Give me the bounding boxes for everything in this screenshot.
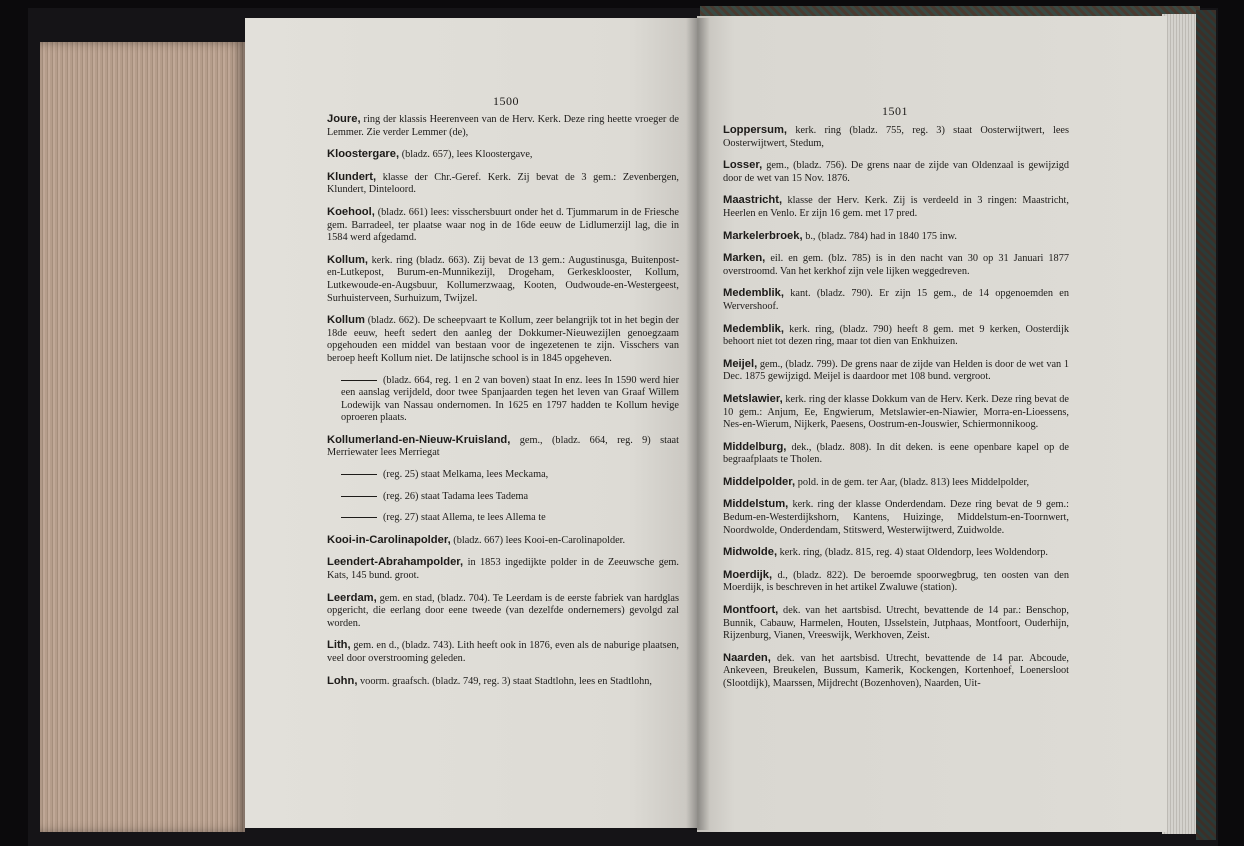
- entry-text: kerk. ring (bladz. 663). Zij bevat de 13 gem.: Augustinusga, Buitenpost-en-Lutkepost, Burum-en-Munnikezijl, Drogeham, Gerkesklooster, Kollum, Lutkewoude-en-Augsbuur, Kollumerzwaag, Kooten, Oudwoude-en-Westergeest, Surhuisterveen, Surhuizum, Twijzel.: [327, 254, 679, 304]
- entry-headword: Medemblik,: [723, 287, 784, 300]
- dictionary-entry: [327, 469, 679, 482]
- entry-text: (bladz. 657), lees Kloostergave,: [401, 149, 533, 161]
- entry-text: eil. en gem. (blz. 785) is in den nacht van 30 op 31 Januari 1877 overstroomd. Van het kerkhof zijn vele lijken weggedreven.: [723, 253, 1070, 277]
- entry-headword: Markelerbroek,: [723, 229, 803, 242]
- entry-text: (bladz. 662). De scheepvaart te Kollum, zeer belangrijk tot in het begin der 18de eeuw, heeft sedert den aanleg der Dokkumer-Nieuwezijlen genoegzaam opgehouden een middel van bestaan voor de ingezetenen te zijn. Visschers van beroep heeft Kollum niet. De latijnsche school is in 1845 opgeheven.: [327, 315, 680, 364]
- entry-headword: Lohn,: [327, 674, 358, 687]
- dictionary-entry: [327, 556, 679, 582]
- dictionary-entry: [723, 546, 1069, 560]
- dictionary-entry: [327, 534, 679, 548]
- entry-text: ring der klassis Heerenveen van de Herv. Kerk. Deze ring heette vroeger de Lemmer. Zie verder Lemmer (de),: [327, 114, 679, 138]
- dictionary-entry: [723, 604, 1069, 643]
- dictionary-entry: [327, 254, 679, 305]
- entry-headword: Kooi-in-Carolinapolder,: [327, 533, 451, 546]
- entry-headword: Marken,: [723, 252, 766, 265]
- entry-headword: Middelstum,: [723, 498, 789, 511]
- dictionary-entry: [723, 159, 1069, 185]
- entry-headword: Kollumerland-en-Nieuw-Kruisland,: [327, 433, 511, 446]
- dictionary-entry: [723, 194, 1069, 220]
- entry-text: (reg. 26) staat Tadama lees Tadema: [383, 490, 529, 502]
- entry-headword: Middelpolder,: [723, 475, 796, 488]
- dictionary-entry: [723, 569, 1069, 595]
- dictionary-entry: [327, 148, 679, 162]
- dictionary-entry: [723, 393, 1069, 432]
- entry-text: dek., (bladz. 808). In dit deken. is eene openbare kapel op de begraafplaats te Tholen.: [723, 441, 1070, 466]
- dictionary-entry: [327, 512, 679, 525]
- entry-headword: Moerdijk,: [723, 568, 773, 581]
- entry-text: klasse der Chr.-Geref. Kerk. Zij bevat de 3 gem.: Zevenbergen, Klundert, Dinteloord.: [327, 171, 679, 196]
- dictionary-entry: [723, 252, 1069, 278]
- book-gutter: [686, 18, 710, 830]
- entry-text: (bladz. 667) lees Kooi-en-Carolinapolder.: [453, 534, 626, 546]
- dictionary-entry: [327, 206, 679, 245]
- right-page: [697, 16, 1167, 832]
- entry-headword: Losser,: [723, 159, 763, 172]
- entry-headword: Loppersum,: [723, 124, 788, 136]
- book-right-page-edges: [1162, 14, 1200, 834]
- entry-text: kerk. ring, (bladz. 815, reg. 4) staat Oldendorp, lees Woldendorp.: [779, 547, 1048, 559]
- entry-headword: Kollum,: [327, 253, 369, 266]
- entry-headword: Meijel,: [723, 357, 758, 370]
- entry-text: klasse der Herv. Kerk. Zij is verdeeld in 3 ringen: Maastricht, Heerlen en Venlo. Er zijn 16 gem. met 17 pred.: [723, 195, 1069, 219]
- entry-text: voorm. graafsch. (bladz. 749, reg. 3) staat Stadtlohn, lees en Stadtlohn,: [360, 675, 652, 687]
- ditto-dash: [341, 474, 377, 475]
- dictionary-entry: [327, 491, 679, 504]
- entry-headword: Midwolde,: [723, 546, 778, 559]
- dictionary-entry: [327, 675, 679, 689]
- book-fore-edge: [40, 42, 245, 832]
- page-number: 1500: [493, 94, 519, 108]
- dictionary-entry: [723, 323, 1069, 349]
- dictionary-entry: [723, 652, 1069, 691]
- entry-text: kerk. ring (bladz. 755, reg. 3) staat Oosterwijtwert, lees Oosterwijtwert, Stedum,: [723, 125, 1069, 149]
- dictionary-entry: [723, 124, 1069, 150]
- dictionary-entry: [723, 287, 1069, 313]
- entry-headword: Kloostergare,: [327, 148, 400, 161]
- page-number: 1501: [882, 104, 908, 118]
- entry-headword: Leerdam,: [327, 591, 377, 604]
- dictionary-entry: [327, 113, 679, 139]
- ditto-dash: [341, 380, 377, 381]
- entry-headword: Klundert,: [327, 170, 377, 183]
- entry-headword: Middelburg,: [723, 440, 787, 453]
- entry-headword: Medemblik,: [723, 322, 784, 335]
- dictionary-entry: [327, 171, 679, 197]
- entry-text: pold. in de gem. ter Aar, (bladz. 813) lees Middelpolder,: [797, 476, 1030, 488]
- ditto-dash: [341, 517, 377, 518]
- entry-text: dek. van het aartsbisd. Utrecht, bevattende de 14 par. Abcoude, Ankeveen, Breukelen, Bussum, Kamerik, Kockengen, Kortenhoef, Loenersloot (Slootdijk), Maarssen, Mijdrecht (Bozenhoven), Naarden, Uit-: [723, 652, 1070, 689]
- dictionary-entry: [327, 592, 679, 631]
- dictionary-entry: [327, 375, 679, 425]
- right-page-text: [723, 124, 1069, 700]
- entry-text: b., (bladz. 784) had in 1840 175 inw.: [805, 230, 957, 242]
- entry-text: (reg. 27) staat Allema, te lees Allema te: [383, 512, 546, 524]
- left-page-text: [327, 113, 679, 697]
- entry-text: d., (bladz. 822). De beroemde spoorwegbrug, ten oosten van den Moerdijk, is beschreven in het artikel Zwaluwe (station).: [723, 569, 1069, 594]
- entry-headword: Maastricht,: [723, 194, 783, 207]
- entry-text: kant. (bladz. 790). Er zijn 15 gem., de 14 opgenoemden en Wervershoof.: [723, 288, 1069, 312]
- entry-text: (bladz. 661) lees: visschersbuurt onder het d. Tjummarum in de Friesche gem. Barradeel, ter plaatse waar nog in de 16de eeuw de Lidlumerzijl lag, die in 1584 werd afgedamd.: [327, 206, 680, 244]
- entry-text: gem. en stad, (bladz. 704). Te Leerdam is de eerste fabriek van hardglas opgericht, die eerlang door eene tweede (van dezelfde ondernemers) gevolgd zal worden.: [327, 592, 679, 629]
- entry-headword: Leendert-Abrahampolder,: [327, 556, 464, 569]
- entry-text: gem., (bladz. 756). De grens naar de zijde van Oldenzaal is gewijzigd door de wet van 15 Nov. 1876.: [723, 160, 1069, 184]
- entry-text: gem., (bladz. 799). De grens naar de zijde van Helden is door de wet van 1 Dec. 1875 gewijzigd. Meijel is daardoor met 108 bund. vergroot.: [723, 358, 1069, 383]
- dictionary-entry: [723, 358, 1069, 384]
- dictionary-entry: [327, 434, 679, 460]
- entry-headword: Metslawier,: [723, 392, 783, 405]
- entry-text: in 1853 ingedijkte polder in de Zeeuwsche gem. Kats, 145 bund. groot.: [327, 557, 679, 582]
- dictionary-entry: [327, 314, 679, 365]
- entry-headword: Lith,: [327, 639, 351, 652]
- entry-headword: Naarden,: [723, 651, 771, 664]
- entry-headword: Kollum: [327, 314, 365, 327]
- ditto-dash: [341, 496, 377, 497]
- book-cover-edge: [1196, 10, 1216, 840]
- dictionary-entry: [723, 476, 1069, 490]
- entry-text: (bladz. 664, reg. 1 en 2 van boven) staat In enz. lees In 1590 werd hier een aanslag verijdeld, door twee Spanjaarden tegen het leven van Graaf Willem Lodewijk van Nassau ondernomen. In 1625 en 1797 hadden te Kollum hevige oproeren plaats.: [341, 374, 679, 424]
- entry-text: gem., (bladz. 664, reg. 9) staat Merriewater lees Merriegat: [327, 434, 679, 459]
- entry-headword: Joure,: [327, 113, 361, 125]
- entry-text: kerk. ring, (bladz. 790) heeft 8 gem. met 9 kerken, Oosterdijk behoort niet tot dezen ring, maar tot dien van Enkhuizen.: [723, 323, 1069, 348]
- dictionary-entry: [327, 639, 679, 665]
- entry-text: kerk. ring der klasse Dokkum van de Herv. Kerk. Deze ring bevat de 10 gem.: Anjum, Ee, Engwierum, Metslawier-en-Niawier, Morra-en-Lioessens, Nes-en-Wierum, Nijkerk, Paesens, Oostrum-en-Jouswier, Schiermonnikoog.: [723, 393, 1069, 431]
- dictionary-entry: [723, 230, 1069, 244]
- entry-text: kerk. ring der klasse Onderdendam. Deze ring bevat de 9 gem.: Bedum-en-Westerdijkshorn, Kantens, Huizinge, Middelstum-en-Toornwert, Noordwolde, Onderdendam, Stitswerd, Westerwijtwerd, Zuidwolde.: [723, 499, 1069, 536]
- entry-text: (reg. 25) staat Melkama, lees Meckama,: [383, 469, 549, 481]
- entry-text: gem. en d., (bladz. 743). Lith heeft ook in 1876, even als de naburige plaatsen, veel door overstrooming geleden.: [327, 640, 679, 664]
- entry-headword: Montfoort,: [723, 604, 779, 617]
- dictionary-entry: [723, 441, 1069, 467]
- entry-headword: Koehool,: [327, 205, 375, 218]
- left-page: [245, 18, 697, 828]
- dictionary-entry: [723, 498, 1069, 537]
- entry-text: dek. van het aartsbisd. Utrecht, bevattende de 14 par.: Benschop, Bunnik, Cabauw, Harmelen, Houten, IJsselstein, Jutphaas, Montfoort, Ouderhijn, Rijzenburg, Vianen, Vreeswijk, Werkhoven, Zeist.: [723, 605, 1070, 642]
